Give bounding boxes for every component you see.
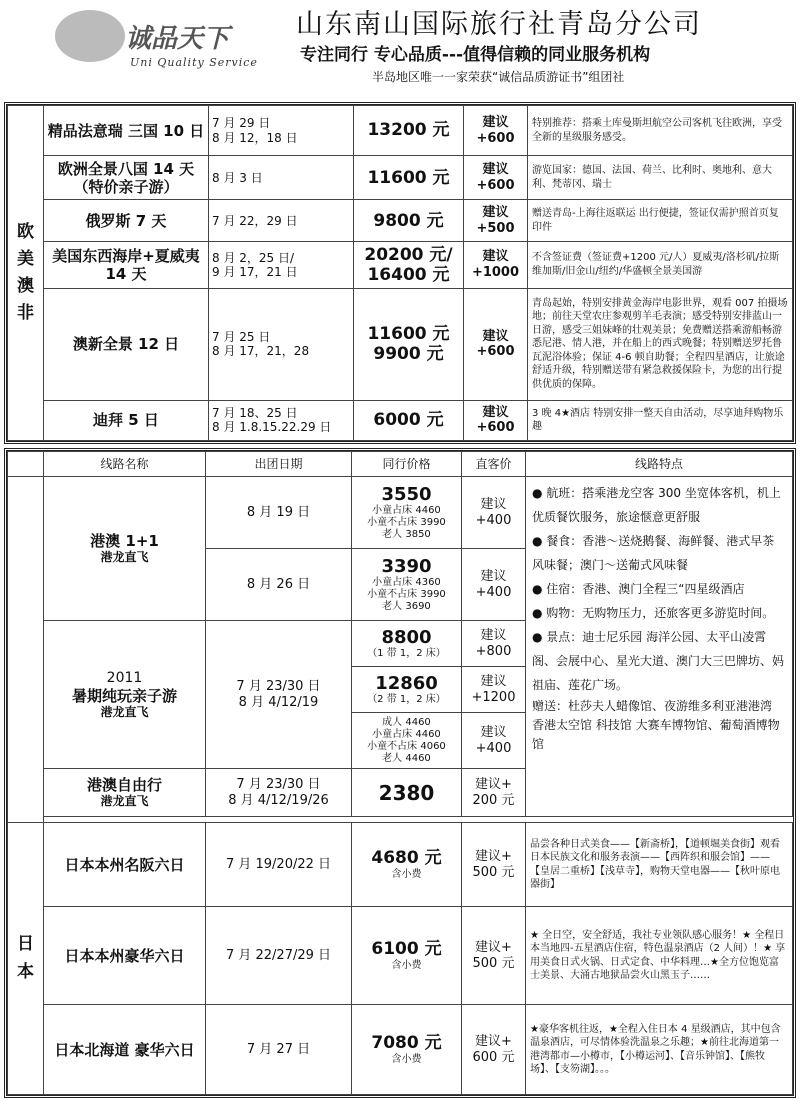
logo-mascot-icon bbox=[55, 10, 125, 62]
route-name: 欧洲全景八国 14 天 （特价亲子游） bbox=[44, 156, 209, 200]
route-name: 港澳自由行 港龙直飞 bbox=[44, 769, 206, 817]
route-price: 2380 bbox=[352, 769, 462, 817]
logo-subtitle: Uni Quality Service bbox=[130, 56, 258, 69]
route-dates: 7 月 29 日 8 月 12，18 日 bbox=[209, 106, 354, 156]
route-suggest: 建议 +1200 bbox=[462, 667, 526, 713]
route-dates: 7 月 23/30 日 8 月 4/12/19 bbox=[206, 621, 352, 769]
route-price: 8800 （1 带 1，2 床） bbox=[352, 621, 462, 667]
route-feature: 青岛起始，特别安排黄金海岸电影世界，观看 007 拍摄场地；前往天堂农庄参观剪羊毛表演；感受特别安排蓝山一日游，感受三姐妹峰的壮观美景；免费赠送搭乘游船畅游悉尼港、情人港，并在船上的西式晚餐；特别赠送罗托鲁瓦泥浴体验；保证 4-6 顿自助餐；全程四星酒店，让旅途舒适升级，特别赠送带有紧急救援保险卡，为您的出行提供优质的保障。 bbox=[528, 288, 793, 400]
table-row bbox=[8, 156, 793, 200]
route-feature: 特别推荐：搭乘土库曼斯坦航空公司客机飞往欧洲，享受全新的星级服务感受。 bbox=[528, 106, 793, 156]
header-blank bbox=[8, 452, 44, 477]
route-price: 11600 元 bbox=[354, 156, 464, 200]
route-price: 7080 元 含小费 bbox=[352, 1005, 462, 1095]
slogan: 专注同行 专心品质---值得信赖的同业服务机构 bbox=[300, 45, 651, 65]
route-name: 迪拜 5 日 bbox=[44, 400, 209, 440]
header-direct: 直客价 bbox=[462, 452, 526, 477]
route-price: 12860 （2 带 1，2 床） bbox=[352, 667, 462, 713]
route-date: 7 月 19/20/22 日 bbox=[206, 823, 352, 907]
route-name: 日本本州名阪六日 bbox=[44, 823, 206, 907]
route-suggest: 建议 +600 bbox=[464, 288, 528, 400]
route-suggest: 建议 +600 bbox=[464, 156, 528, 200]
table-header-row bbox=[8, 452, 793, 477]
section-asia bbox=[4, 448, 796, 1098]
route-feature: 游览国家：德国、法国、荷兰、比利时、奥地利、意大利、梵蒂冈、瑞士 bbox=[528, 156, 793, 200]
route-suggest: 建议 +400 bbox=[462, 549, 526, 621]
route-price: 13200 元 bbox=[354, 106, 464, 156]
region-blank bbox=[8, 477, 44, 823]
hk-features: ● 航班：搭乘港龙空客 300 坐宽体客机，机上优质餐饮服务，旅途惬意更舒服 ● 餐食：香港～送烧鹅餐、海鲜餐、港式早茶风味餐；澳门～送葡式风味餐 ● 住宿：香港、澳门全程三“四星级酒店 ● 购物：无购物压力，还旅客更多游览时间。 ● 景点：迪士尼乐园 海洋公园、太平山凌霄阁、会展中心、星光大道、澳门大三巴牌坊、妈祖庙、莲花广场。 赠送：杜莎夫人蜡像馆、夜游维多利亚港港湾 香港太空馆 科技馆 大赛车博物馆、葡萄酒博物馆 bbox=[526, 477, 793, 817]
route-dates: 7 月 25 日 8 月 17，21，28 bbox=[209, 288, 354, 400]
route-dates: 8 月 2，25 日/ 9 月 17，21 日 bbox=[209, 242, 354, 288]
header-price: 同行价格 bbox=[352, 452, 462, 477]
route-dates: 7 月 18、25 日 8 月 1.8.15.22.29 日 bbox=[209, 400, 354, 440]
page-header bbox=[0, 0, 800, 98]
table-row bbox=[8, 907, 793, 1005]
route-name: 俄罗斯 7 天 bbox=[44, 200, 209, 242]
route-suggest: 建议 +600 bbox=[464, 106, 528, 156]
route-price: 11600 元 9900 元 bbox=[354, 288, 464, 400]
route-name: 美国东西海岸+夏威夷 14 天 bbox=[44, 242, 209, 288]
honor-line: 半岛地区唯一一家荣获“诚信品质游证书”组团社 bbox=[372, 70, 625, 84]
route-suggest: 建议+ 600 元 bbox=[462, 1005, 526, 1095]
route-name: 2011 暑期纯玩亲子游 港龙直飞 bbox=[44, 621, 206, 769]
route-date: 8 月 26 日 bbox=[206, 549, 352, 621]
table-row bbox=[8, 106, 793, 156]
header-feature: 线路特点 bbox=[526, 452, 793, 477]
region-label-japan: 日 本 bbox=[8, 823, 44, 1095]
route-dates: 7 月 22，29 日 bbox=[209, 200, 354, 242]
route-price: 成人 4460 小童占床 4460 小童不占床 4060 老人 4460 bbox=[352, 713, 462, 769]
table-row bbox=[8, 1005, 793, 1095]
route-suggest: 建议+ 500 元 bbox=[462, 823, 526, 907]
section-europe-america bbox=[4, 102, 796, 444]
route-feature: 赠送青岛-上海往返联运 出行便捷，签证仅需护照首页复印件 bbox=[528, 200, 793, 242]
table-row bbox=[8, 288, 793, 400]
europe-table bbox=[7, 105, 793, 441]
route-price: 20200 元/ 16400 元 bbox=[354, 242, 464, 288]
route-feature: 3 晚 4★酒店 特别安排一整天自由活动，尽享迪拜购物乐趣 bbox=[528, 400, 793, 440]
company-logo bbox=[55, 8, 285, 70]
route-feature: 品尝各种日式美食——【新斋桥】，【道顿堀美食街】观看日本民族文化和服务表演——【西阵织和服会馆】——【皇居二重桥】【浅草寺】，购物天堂电器——【秋叶原电器街】 bbox=[526, 823, 793, 907]
table-row bbox=[8, 823, 793, 907]
route-suggest: 建议 +600 bbox=[464, 400, 528, 440]
route-name: 日本北海道 豪华六日 bbox=[44, 1005, 206, 1095]
route-date: 7 月 27 日 bbox=[206, 1005, 352, 1095]
route-price: 9800 元 bbox=[354, 200, 464, 242]
route-date: 7 月 22/27/29 日 bbox=[206, 907, 352, 1005]
route-suggest: 建议 +1000 bbox=[464, 242, 528, 288]
header-date: 出团日期 bbox=[206, 452, 352, 477]
table-row bbox=[8, 400, 793, 440]
table-row bbox=[8, 200, 793, 242]
route-price: 3550 小童占床 4460 小童不占床 3990 老人 3850 bbox=[352, 477, 462, 549]
route-price: 6100 元 含小费 bbox=[352, 907, 462, 1005]
route-feature: ★豪华客机往返，★全程入住日本 4 星级酒店，其中包含温泉酒店，可尽情体验洗温泉之乐趣；★前往北海道第一港湾都市—小樽市，【小樽运河】、【音乐钟馆】、【熊牧场】、【支笏湖】。。。 bbox=[526, 1005, 793, 1095]
route-suggest: 建议+ 200 元 bbox=[462, 769, 526, 817]
route-suggest: 建议 +800 bbox=[462, 621, 526, 667]
route-price: 6000 元 bbox=[354, 400, 464, 440]
route-name: 精品法意瑞 三国 10 日 bbox=[44, 106, 209, 156]
route-dates: 8 月 3 日 bbox=[209, 156, 354, 200]
route-price: 4680 元 含小费 bbox=[352, 823, 462, 907]
route-suggest: 建议 +500 bbox=[464, 200, 528, 242]
route-price: 3390 小童占床 4360 小童不占床 3990 老人 3690 bbox=[352, 549, 462, 621]
asia-table bbox=[7, 451, 793, 1095]
region-label: 欧 美 澳 非 bbox=[8, 106, 44, 441]
route-suggest: 建议 +400 bbox=[462, 477, 526, 549]
route-suggest: 建议+ 500 元 bbox=[462, 907, 526, 1005]
route-name: 澳新全景 12 日 bbox=[44, 288, 209, 400]
table-row bbox=[8, 242, 793, 288]
route-dates: 7 月 23/30 日 8 月 4/12/19/26 bbox=[206, 769, 352, 817]
route-suggest: 建议 +400 bbox=[462, 713, 526, 769]
logo-text: 诚品天下 bbox=[125, 24, 230, 54]
header-route: 线路名称 bbox=[44, 452, 206, 477]
route-name: 港澳 1+1 港龙直飞 bbox=[44, 477, 206, 621]
route-feature: ★ 全日空，安全舒适，我社专业领队感心服务！★ 全程日本当地四-五星酒店住宿，特色温泉酒店（2 人间）！★ 享用美食日式火锅、日式定食、中华料理…★全方位饱览富士美景、大涌古地狱品尝火山黑玉子…… bbox=[526, 907, 793, 1005]
route-date: 8 月 19 日 bbox=[206, 477, 352, 549]
route-feature: 不含签证费（签证费+1200 元/人）夏威夷/洛杉矶/拉斯维加斯/旧金山/纽约/华盛顿全景美国游 bbox=[528, 242, 793, 288]
route-name: 日本本州豪华六日 bbox=[44, 907, 206, 1005]
table-row bbox=[8, 477, 793, 549]
company-name: 山东南山国际旅行社青岛分公司 bbox=[296, 9, 702, 40]
